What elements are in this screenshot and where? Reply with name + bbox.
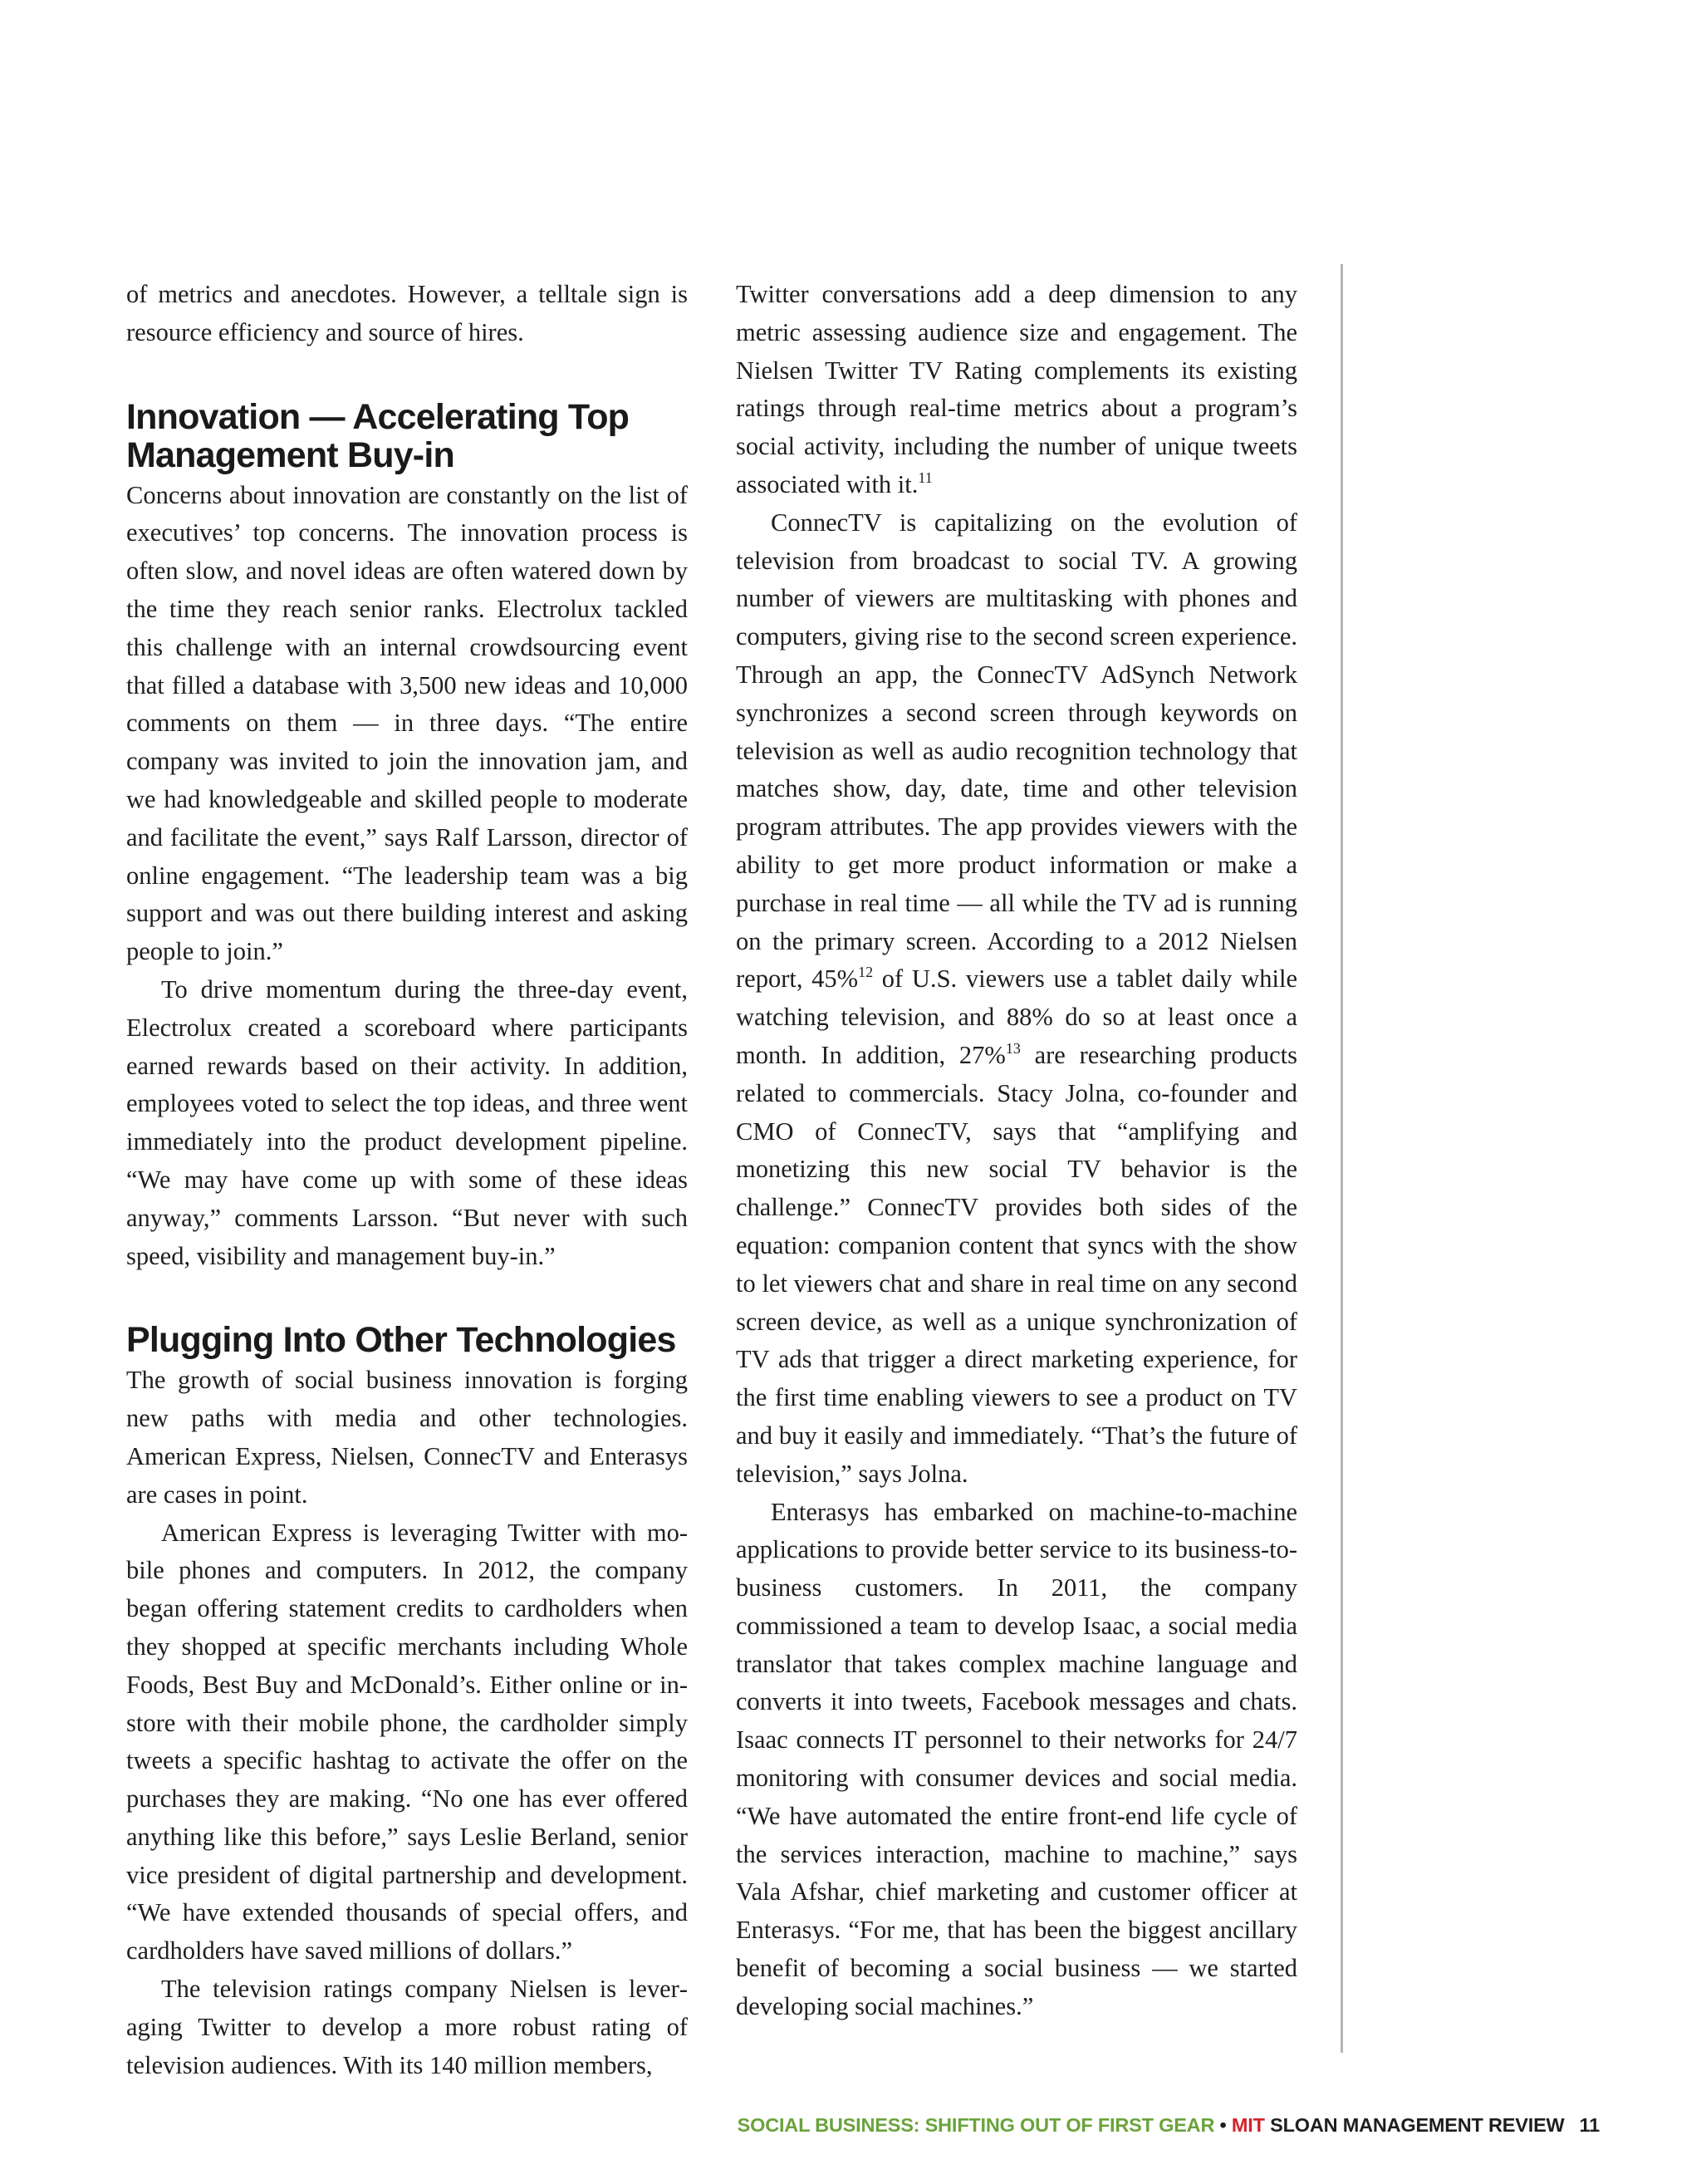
footer-journal-name: SLOAN MANAGEMENT REVIEW bbox=[1264, 2114, 1565, 2136]
paragraph: The growth of social business innovation is forging new paths with media and other technologies. American Express, Nielsen, ConnecTV and Enterasys are cases in point. bbox=[126, 1366, 688, 1509]
page-footer bbox=[738, 2114, 1600, 2137]
paragraph-text: are researching products related to commercials. Stacy Jolna, co-founder and CMO of ConnecTV, says that “amplifying and monetizing this new social TV behavior is the challenge.” ConnecTV provides both sides of the equation: companion content that syncs with the show to let viewers chat and share in real time on any second screen device, as well as a unique synchronization of TV ads that trigger a direct marketing experience, for the first time enabling viewers to see a product on TV and buy it easily and immediately. “That’s the future of television,” says Jolna. bbox=[736, 1040, 1297, 1488]
right-column bbox=[736, 276, 1297, 2026]
paragraph-text: of U.S. viewers use a tablet daily while watching television, and 88% do so at least once a month. In addition, 27% bbox=[736, 964, 1297, 1069]
paragraph: of metrics and anecdotes. However, a telltale sign is resource efficiency and source of hires. bbox=[126, 280, 688, 346]
page-number: 11 bbox=[1579, 2114, 1600, 2136]
paragraph bbox=[736, 276, 1297, 504]
paragraph: To drive momentum during the three-day event, Electrolux created a scoreboard where participants earned rewards based on their activity. In addition, employees voted to select the top ideas, and three went immediately into the product development pipeline. “We may have come up with some of these ideas anyway,” comments Larsson. “But never with such speed, visibility and management buy-in.” bbox=[126, 974, 688, 1270]
footer-bullet: • bbox=[1214, 2114, 1232, 2136]
paragraph bbox=[736, 504, 1297, 1494]
left-column bbox=[126, 276, 688, 2084]
paragraph: The television ratings company Nielsen is leveraging Twitter to develop a more robust rating of television audiences. With its 140 million members, bbox=[126, 1975, 688, 2079]
footnote-ref: 11 bbox=[918, 469, 933, 486]
paragraph: American Express is leveraging Twitter with mobile phones and computers. In 2012, the company began offering statement credits to cardholders when they shopped at specific merchants including Whole Foods, Best Buy and McDonald’s. Either online or in-store with their mobile phone, the cardholder simply tweets a specific hashtag to activate the offer on the purchases they are making. “No one has ever offered anything like this before,” says Leslie Berland, senior vice president of digital partnership and development. “We have extended thousands of special offers, and cardholders have saved millions of dollars.” bbox=[126, 1518, 688, 1966]
column-rule bbox=[1341, 264, 1343, 2053]
paragraph: Enterasys has embarked on machine-to-machine applications to provide better service to its business-to-business customers. In 2011, the company commissioned a team to develop Isaac, a social media translator that takes complex machine language and converts it into tweets, Facebook messages and chats. Isaac connects IT personnel to their networks for 24/7 monitoring with consumer devices and social media. “We have automated the entire front-end life cycle of the services interaction, machine to machine,” says Vala Afshar, chief marketing and customer officer at Enterasys. “For me, that has been the biggest ancillary benefit of becoming a social business — we started developing social machines.” bbox=[736, 1497, 1297, 2020]
footer-mit-logo-text: MIT bbox=[1231, 2114, 1265, 2136]
paragraph: Concerns about innovation are constantly on the list of executives’ top concerns. The innovation process is often slow, and novel ideas are often watered down by the time they reach senior ranks. Electrolux tackled this challenge with an internal crowdsourcing event that filled a database with 3,500 new ideas and 10,000 comments on them — in three days. “The entire company was invited to join the innovation jam, and we had knowledgeable and skilled people to moderate and facilitate the event,” says Ralf Larsson, director of online engagement. “The leadership team was a big support and was out there building interest and asking people to join.” bbox=[126, 480, 688, 966]
section-heading-plugging: Plugging Into Other Technologies bbox=[126, 1320, 676, 1361]
footnote-ref: 12 bbox=[858, 964, 874, 981]
section-heading-innovation: Innovation — Accelerating Top Management Buy-in bbox=[126, 396, 630, 475]
footer-series-title: SOCIAL BUSINESS: SHIFTING OUT OF FIRST GEAR bbox=[737, 2114, 1215, 2136]
footnote-ref: 13 bbox=[1005, 1039, 1021, 1057]
paragraph-text: Twitter conversations add a deep dimension to any metric assessing audience size and engagement. The Nielsen Twitter TV Rating complements its existing ratings through real-time metrics about a program’s social activity, including the number of unique tweets associated with it. bbox=[736, 280, 1297, 498]
paragraph-text: ConnecTV is capitalizing on the evolution of television from broadcast to social TV. A growing number of viewers are multitasking with phones and computers, giving rise to the second screen experience. Through an app, the ConnecTV AdSynch Network synchronizes a second screen through keywords on television as well as audio recognition technology that matches show, day, date, time and other television program attributes. The app provides viewers with the ability to get more product information or make a purchase in real time — all while the TV ad is running on the primary screen. According to a 2012 Nielsen report, 45% bbox=[736, 508, 1297, 994]
